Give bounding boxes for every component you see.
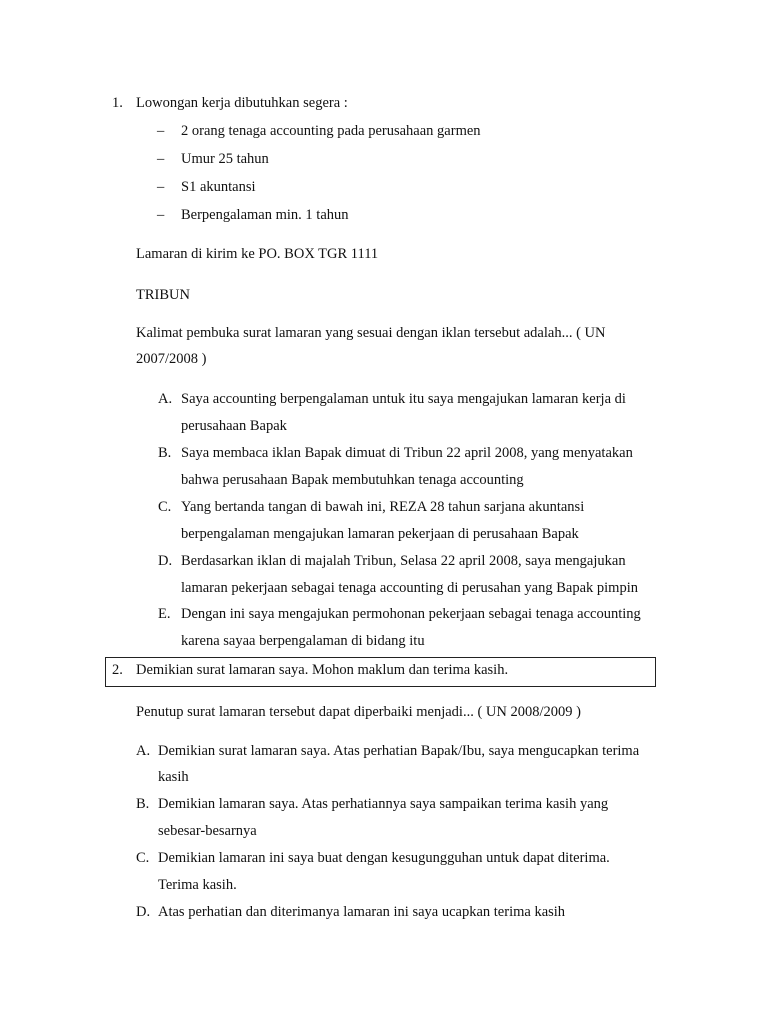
- option-text: Berdasarkan iklan di majalah Tribun, Selasa 22 april 2008, saya mengajukan: [181, 553, 626, 569]
- dash-bullet: –: [157, 179, 165, 195]
- option-text: Demikian lamaran saya. Atas perhatiannya saya sampaikan terima kasih yang: [158, 796, 609, 812]
- option-letter: C.: [158, 499, 172, 515]
- question-2-prompt: Penutup surat lamaran tersebut dapat diperbaiki menjadi... ( UN 2008/2009 ): [136, 704, 581, 720]
- option-text: Saya membaca iklan Bapak dimuat di Tribun 22 april 2008, yang menyatakan: [181, 445, 633, 461]
- option-letter: E.: [158, 606, 171, 622]
- option-text-continued: Terima kasih.: [158, 877, 237, 893]
- option-letter: B.: [158, 445, 172, 461]
- option-text-continued: bahwa perusahaan Bapak membutuhkan tenaga accounting: [181, 472, 524, 488]
- option-text: Dengan ini saya mengajukan permohonan pekerjaan sebagai tenaga accounting: [181, 606, 641, 622]
- option-letter: C.: [136, 850, 150, 866]
- question-1-prompt-continued: 2007/2008 ): [136, 351, 207, 367]
- option-text: Saya accounting berpengalaman untuk itu saya mengajukan lamaran kerja di: [181, 391, 626, 407]
- question-1-intro: Lowongan kerja dibutuhkan segera :: [136, 95, 348, 111]
- option-letter: A.: [158, 391, 173, 407]
- option-letter: D.: [136, 904, 151, 920]
- option-text-continued: perusahaan Bapak: [181, 418, 287, 434]
- option-text: Atas perhatian dan diterimanya lamaran ini saya ucapkan terima kasih: [158, 904, 566, 920]
- option-letter: A.: [136, 743, 151, 759]
- option-text-continued: berpengalaman mengajukan lamaran pekerjaan di perusahaan Bapak: [181, 526, 579, 542]
- option-text-continued: lamaran pekerjaan sebagai tenaga accounting di perusahan yang Bapak pimpin: [181, 580, 638, 596]
- dash-bullet: –: [157, 151, 165, 167]
- dash-bullet: –: [157, 123, 165, 139]
- application-address: Lamaran di kirim ke PO. BOX TGR 1111: [136, 246, 379, 262]
- option-text: Yang bertanda tangan di bawah ini, REZA 28 tahun sarjana akuntansi: [181, 499, 585, 515]
- option-text: Demikian surat lamaran saya. Atas perhatian Bapak/Ibu, saya mengucapkan terima: [158, 743, 640, 759]
- question-1-number: 1.: [112, 95, 123, 111]
- option-text-continued: sebesar-besarnya: [158, 823, 257, 839]
- option-text: Demikian lamaran ini saya buat dengan kesugungguhan untuk dapat diterima.: [158, 850, 610, 866]
- requirement-item: Umur 25 tahun: [181, 151, 269, 167]
- question-2-number: 2.: [112, 662, 123, 678]
- option-letter: D.: [158, 553, 173, 569]
- ad-source: TRIBUN: [136, 287, 190, 303]
- option-text-continued: karena sayaa berpengalaman di bidang itu: [181, 633, 425, 649]
- requirement-item: S1 akuntansi: [181, 179, 256, 195]
- dash-bullet: –: [157, 207, 165, 223]
- question-2-boxed-text: Demikian surat lamaran saya. Mohon maklum dan terima kasih.: [136, 662, 509, 678]
- question-1-prompt: Kalimat pembuka surat lamaran yang sesuai dengan iklan tersebut adalah... ( UN: [136, 325, 606, 341]
- option-letter: B.: [136, 796, 150, 812]
- requirement-item: Berpengalaman min. 1 tahun: [181, 207, 349, 223]
- option-text-continued: kasih: [158, 769, 189, 785]
- requirement-item: 2 orang tenaga accounting pada perusahaan garmen: [181, 123, 481, 139]
